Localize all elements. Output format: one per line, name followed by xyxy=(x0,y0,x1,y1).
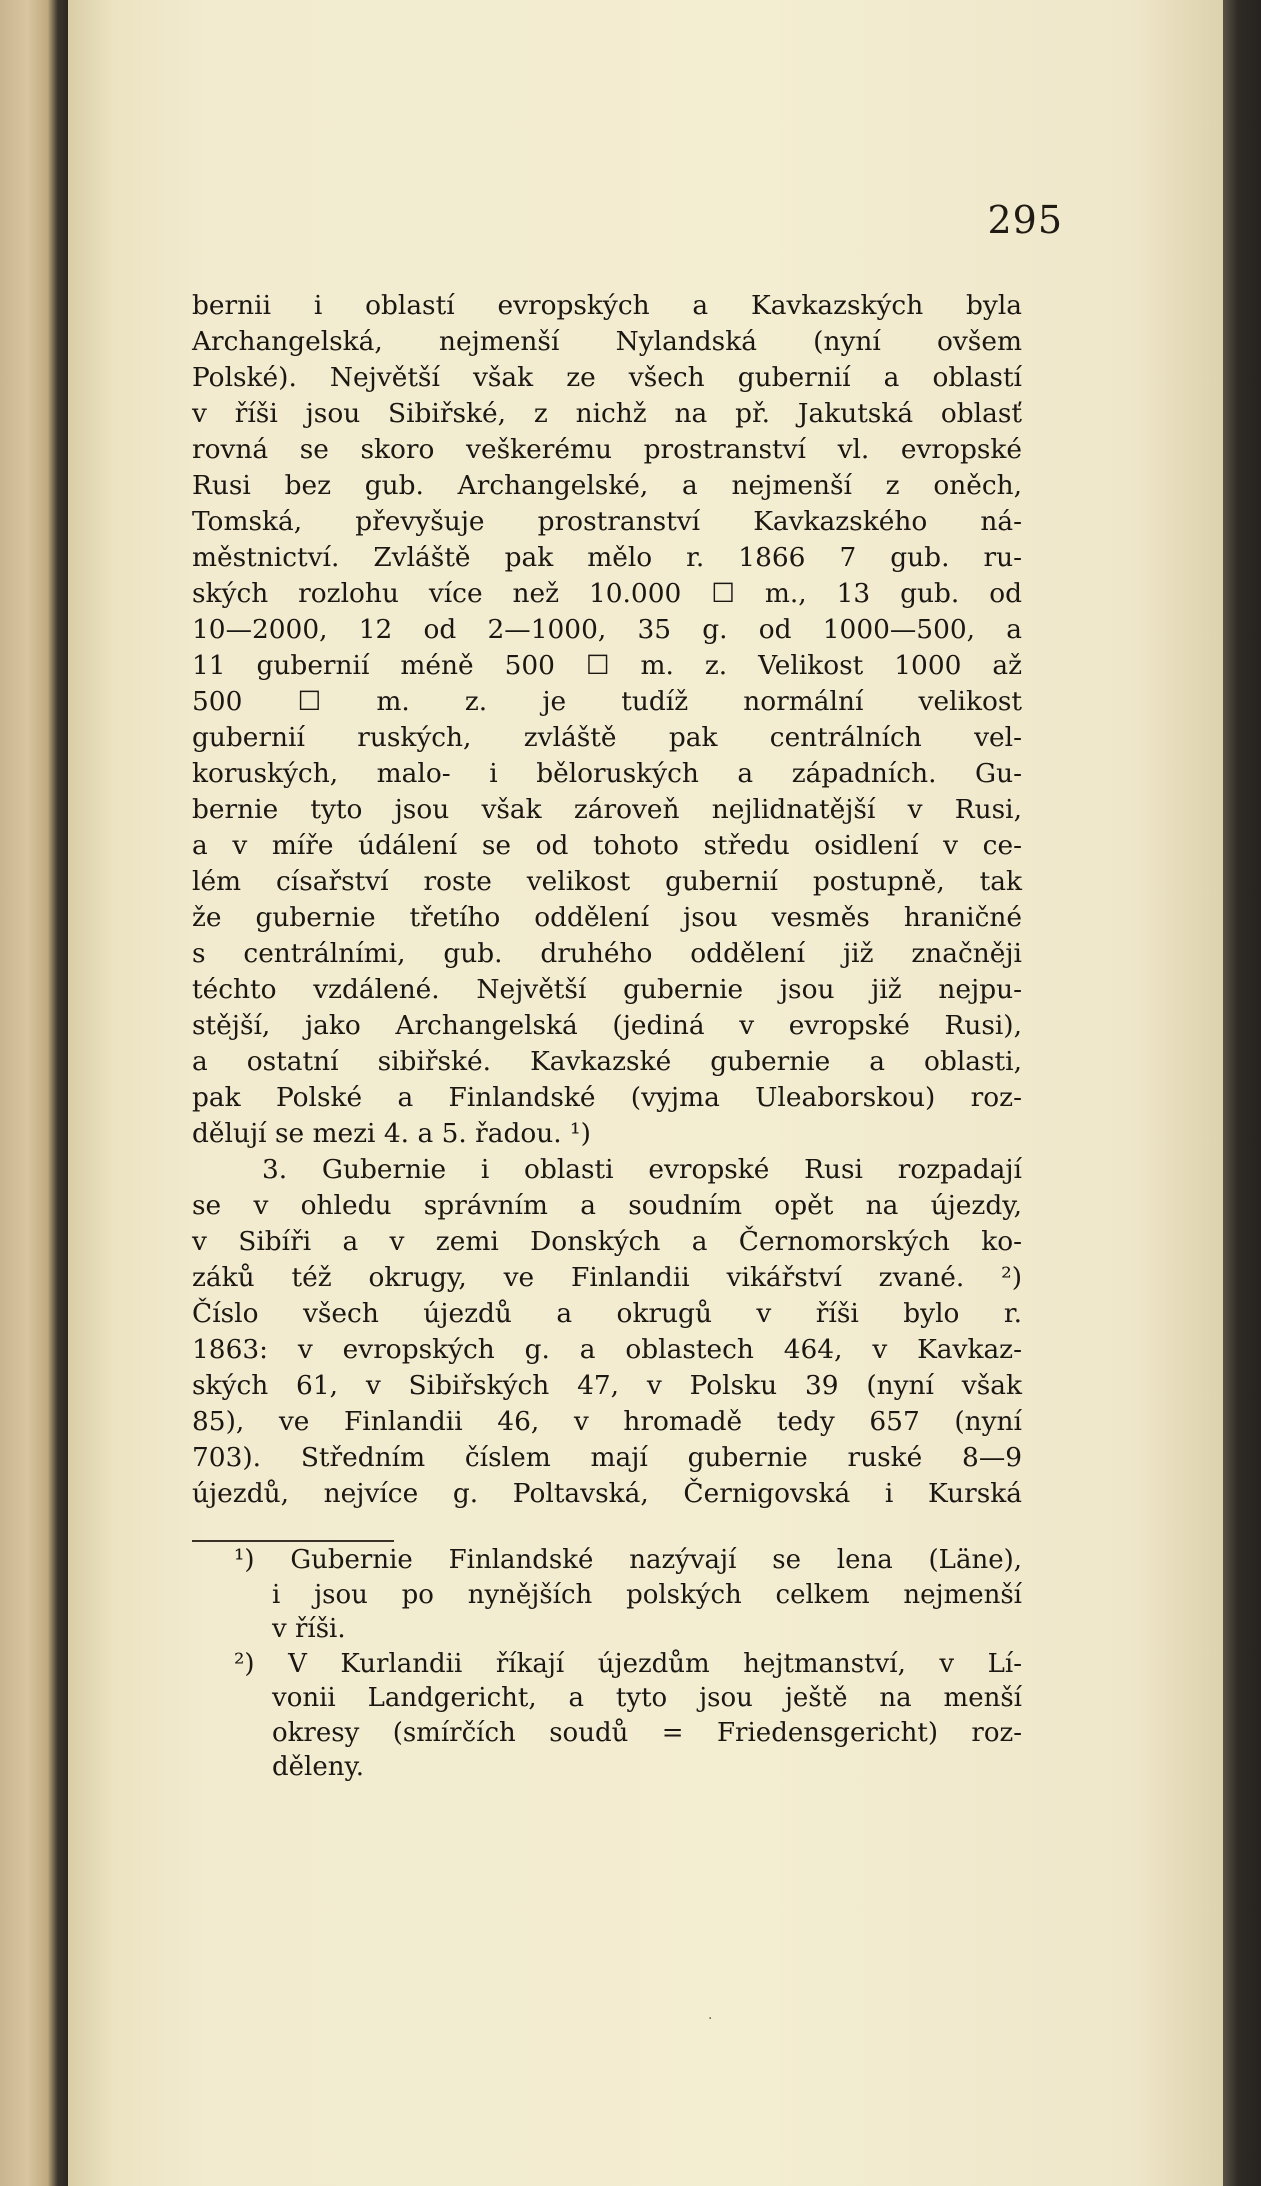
body-line: 703). Středním číslem mají gubernie ruské 8—9 xyxy=(192,1442,1022,1473)
footnote-1-line: v říši. xyxy=(272,1614,346,1644)
body-line: 3. Gubernie i oblasti evropské Rusi rozpadají xyxy=(262,1154,1022,1185)
footnote-1-line: ¹) Gubernie Finlandské nazývají se lena (Läne), xyxy=(234,1545,1022,1575)
footnotes xyxy=(192,1543,1022,1785)
body-line: že gubernie třetího oddělení jsou vesměs hraničné xyxy=(192,902,1022,933)
body-line: a v míře údálení se od tohoto středu osidlení v ce- xyxy=(192,830,1022,861)
body-text xyxy=(192,288,1022,1512)
body-line: v Sibíři a v zemi Donských a Černomorských ko- xyxy=(192,1226,1022,1257)
footnote-rule xyxy=(192,1540,394,1542)
body-line: 500 ☐ m. z. je tudíž normální velikost xyxy=(192,686,1022,717)
body-line: s centrálními, gub. druhého oddělení již značněji xyxy=(192,938,1022,969)
body-line: se v ohledu správním a soudním opět na újezdy, xyxy=(192,1190,1022,1221)
page-number: 295 xyxy=(987,198,1063,242)
body-line: ských rozlohu více než 10.000 ☐ m., 13 gub. od xyxy=(192,578,1022,609)
body-line: 10—2000, 12 od 2—1000, 35 g. od 1000—500, a xyxy=(192,614,1022,645)
body-line: stější, jako Archangelská (jediná v evropské Rusi), xyxy=(192,1010,1022,1041)
body-line: Polské). Největší však ze všech gubernií a oblastí xyxy=(192,362,1022,393)
body-line: a ostatní sibiřské. Kavkazské gubernie a oblasti, xyxy=(192,1046,1022,1077)
body-line: újezdů, nejvíce g. Poltavská, Černigovská i Kurská xyxy=(192,1478,1022,1509)
footnote-2-line: okresy (smírčích soudů = Friedensgericht) roz- xyxy=(272,1717,1022,1748)
body-line: bernii i oblastí evropských a Kavkazských byla xyxy=(192,290,1022,321)
footnote-1-line: i jsou po nynějších polských celkem nejmenší xyxy=(272,1579,1022,1610)
body-line: záků též okrugy, ve Finlandii vikářství zvané. ²) xyxy=(192,1262,1022,1293)
body-line: 1863: v evropských g. a oblastech 464, v Kavkaz- xyxy=(192,1334,1022,1365)
body-line: v říši jsou Sibiřské, z nichž na př. Jakutská oblasť xyxy=(192,398,1022,429)
body-line: koruských, malo- i běloruských a západních. Gu- xyxy=(192,758,1022,789)
footnote-2-line: vonii Landgericht, a tyto jsou ještě na menší xyxy=(272,1683,1022,1713)
body-line: Číslo všech újezdů a okrugů v říši bylo r. xyxy=(192,1298,1022,1329)
body-line: 85), ve Finlandii 46, v hromadě tedy 657 (nyní xyxy=(192,1406,1022,1437)
body-line: Tomská, převyšuje prostranství Kavkazského ná- xyxy=(192,506,1022,537)
body-line: ských 61, v Sibiřských 47, v Polsku 39 (nyní však xyxy=(192,1370,1022,1401)
body-line: dělují se mezi 4. a 5. řadou. ¹) xyxy=(192,1118,591,1149)
footnote-2-line: ²) V Kurlandii říkají újezdům hejtmanství, v Lí- xyxy=(234,1648,1022,1679)
page-edge-shadow xyxy=(1223,0,1261,2186)
body-line: Rusi bez gub. Archangelské, a nejmenší z oněch, xyxy=(192,470,1022,501)
body-line: lém císařství roste velikost gubernií postupně, tak xyxy=(192,866,1022,897)
body-line: 11 gubernií méně 500 ☐ m. z. Velikost 1000 až xyxy=(192,650,1022,681)
body-line: Archangelská, nejmenší Nylandská (nyní ovšem xyxy=(192,326,1022,357)
body-line: téchto vzdálené. Největší gubernie jsou již nejpu- xyxy=(192,974,1022,1005)
body-line: gubernií ruských, zvláště pak centrálních vel- xyxy=(192,722,1022,753)
paper-speck: · xyxy=(708,2011,713,2027)
body-line: bernie tyto jsou však zároveň nejlidnatější v Rusi, xyxy=(192,794,1022,825)
book-spine xyxy=(0,0,68,2186)
body-line: pak Polské a Finlandské (vyjma Uleaborskou) roz- xyxy=(192,1082,1022,1113)
body-line: rovná se skoro veškerému prostranství vl. evropské xyxy=(192,434,1022,465)
footnote-2-line: děleny. xyxy=(272,1752,364,1782)
body-line: městnictví. Zvláště pak mělo r. 1866 7 gub. ru- xyxy=(192,542,1022,573)
